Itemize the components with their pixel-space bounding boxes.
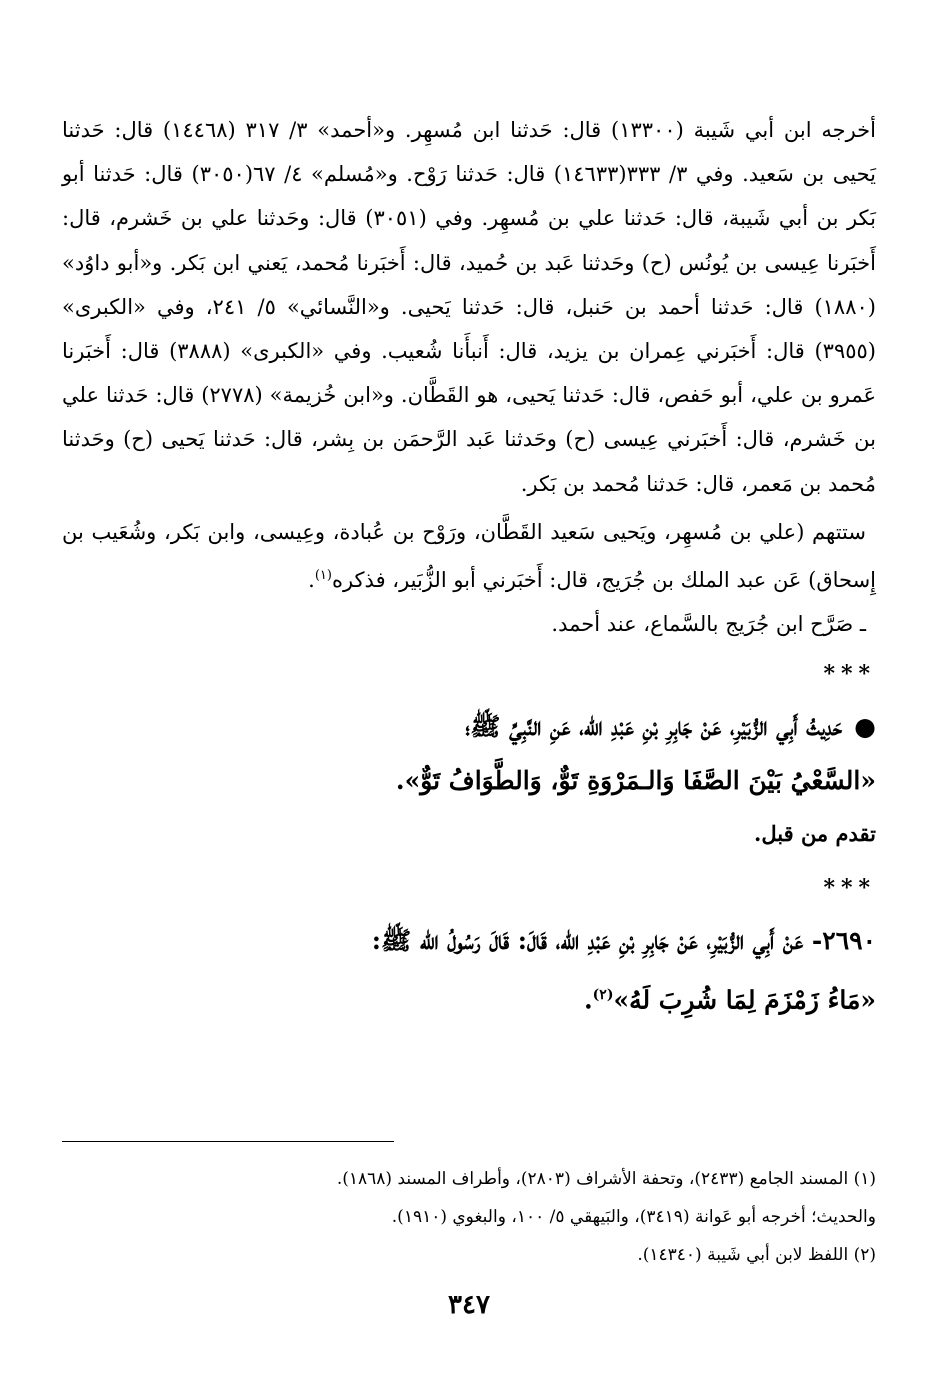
hadith-2690-end: .: [583, 985, 593, 1015]
takhrij-paragraph: أخرجه ابن أبي شَيبة (١٣٣٠٠) قال: حَدثنا ابن مُسهِر. و«أحمد» ٣/ ٣١٧ (١٤٤٦٨) قال: حَدثنا يَحيى بن سَعيد. وفي ٣/ ٣٣٣(١٤٦٣٣) قال: حَدثنا رَوْح. و«مُسلم» ٤/ ٦٧(٣٠٥٠) قال: حَدثنا أبو بَكر بن أبي شَيبة، قال: حَدثنا علي بن مُسهِر. وفي (٣٠٥١) قال: وحَدثنا علي بن خَشرم، قال: أَخبَرنا عِيسى بن يُونُس (ح) وحَدثنا عَبد بن حُميد، قال: أَخبَرنا مُحمد، يَعني ابن بَكر. و«أبو داوُد» (١٨٨٠) قال: حَدثنا أحمد بن حَنبل، قال: حَدثنا يَحيى. و«النَّسائي» ٥/ ٢٤١، وفي «الكبرى» (٣٩٥٥) قال: أَخبَرني عِمران بن يزيد، قال: أَنبأَنا شُعيب. وفي «الكبرى» (٣٨٨٨) قال: أَخبَرنا عَمرو بن علي، أبو حَفص، قال: حَدثنا يَحيى، هو القَطَّان. و«ابن خُزيمة» (٢٧٧٨) قال: حَدثنا علي بن خَشرم، قال: أَخبَرني عِيسى (ح) وحَدثنا عَبد الرَّحمَن بن بِشر، قال: حَدثنا يَحيى (ح) وحَدثنا مُحمد بن مَعمر، قال: حَدثنا مُحمد بن بَكر.: [62, 118, 877, 496]
page-number: ٣٤٧: [448, 1290, 490, 1320]
footnote-2: (٢) اللفظ لابن أبي شَيبة (١٤٣٤٠).: [637, 1245, 876, 1265]
hadith-1-line-1: [62, 700, 876, 754]
narrators-end: .: [308, 568, 315, 593]
hadith-1-text: حَدِيثُ أَبِي الزُّبَيْرِ، عَنْ جَابِرِ بْنِ عَبْدِ الله، عَنِ النَّبِيِّ ﷺ؛: [465, 712, 843, 742]
footnotes: [62, 1160, 876, 1274]
hadith-2690-line-1: ٢٦٩٠- عَنْ أَبِي الزُّبَيْرِ، عَنْ جَابِرِ بْنِ عَبْدِ الله، قَالَ: قَالَ رَسُولُ الله ﷺ:: [371, 926, 876, 956]
hadith-1-line-2: «السَّعْيُ بَيْنَ الصَّفَا وَالـمَرْوَةِ تَوٌّ، وَالطَّوَافُ تَوٌّ».: [395, 766, 876, 796]
note-line: ـ صَرَّح ابن جُرَيج بالسَّماع، عند أحمد.: [551, 612, 866, 637]
section-divider-2: ***: [823, 875, 876, 902]
narrators-paragraph: [62, 510, 876, 602]
narrators-text: ستتهم (علي بن مُسهِر، ويَحيى سَعيد القَطَّان، ورَوْح بن عُبادة، وعِيسى، وابن بَكر، وشُعَيب بن إِسحاق) عَن عبد الملك بن جُرَيج، قال: أَخبَرني أبو الزُّبَير، فذكره: [62, 519, 876, 593]
footnote-divider: [62, 1141, 394, 1142]
main-text: [62, 108, 876, 1028]
footnote-1: (١) المسند الجامع (٢٤٣٣)، وتحفة الأشراف (٢٨٠٣)، وأطراف المسند (١٨٦٨).: [336, 1169, 876, 1189]
bullet-icon: ●: [854, 712, 876, 742]
footnote-ref-2: (٢): [592, 987, 614, 1004]
footnote-1-continued: والحديث؛ أخرجه أبو عَوانة (٣٤١٩)، والبَيهقي ٥/ ١٠٠، والبغوي (١٩١٠).: [391, 1207, 876, 1227]
footnote-ref-1: (١): [314, 568, 332, 584]
cross-reference: تقدم من قبل.: [754, 821, 876, 847]
hadith-2690-line-2: [62, 968, 876, 1027]
hadith-2690-text: «مَاءُ زَمْزَمَ لِمَا شُرِبَ لَهُ»: [613, 985, 876, 1015]
section-divider-1: ***: [823, 661, 876, 688]
